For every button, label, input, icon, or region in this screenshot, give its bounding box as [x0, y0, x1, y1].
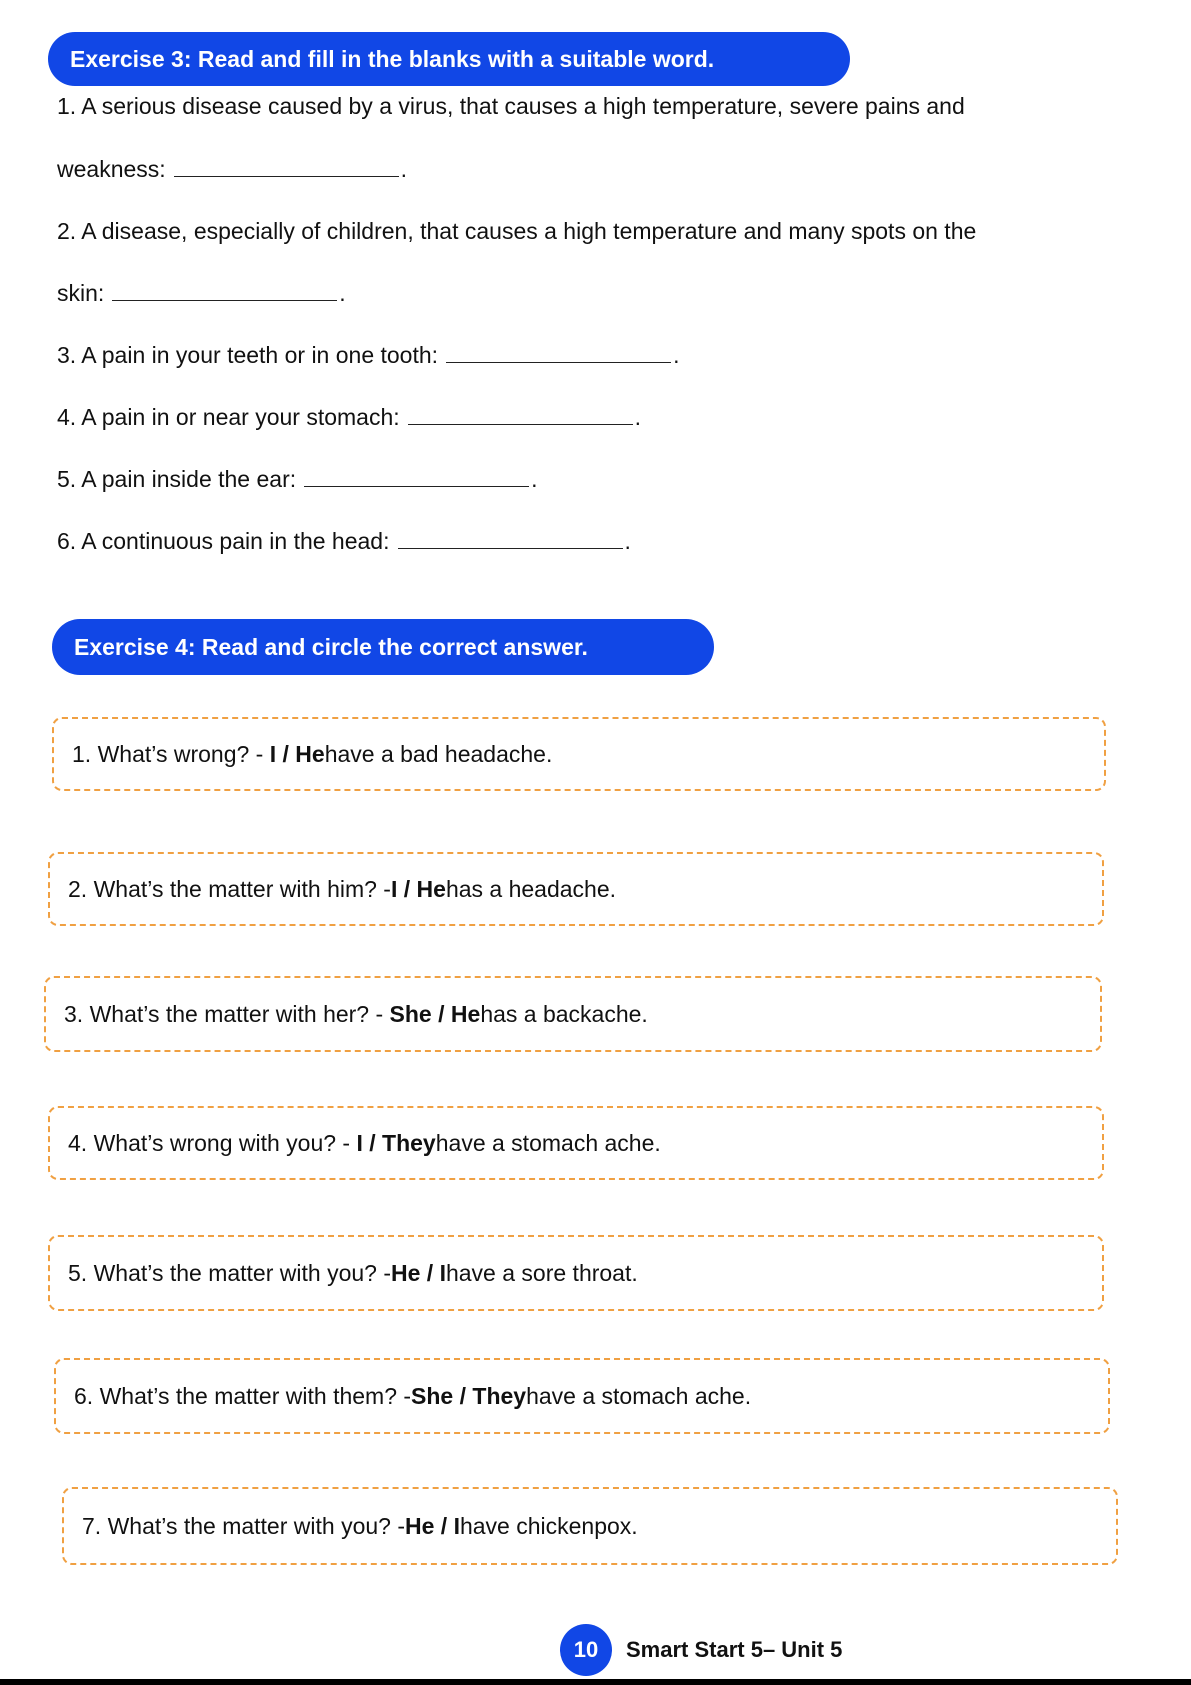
- ex3-item-label: 4. A pain in or near your stomach:: [57, 404, 400, 430]
- answer-blank[interactable]: [446, 340, 671, 363]
- ex4-item-5: [48, 1235, 1104, 1311]
- ex3-item-3: [57, 340, 679, 370]
- ex4-item-1: [52, 717, 1106, 791]
- ex4-item-2: [48, 852, 1104, 926]
- footer-label: Smart Start 5– Unit 5: [626, 1637, 843, 1662]
- period: .: [624, 528, 631, 554]
- question-rest: have a stomach ache.: [526, 1382, 752, 1409]
- ex4-item-4: [48, 1106, 1104, 1180]
- period: .: [634, 404, 642, 430]
- answer-options[interactable]: He / I: [391, 1259, 446, 1286]
- page-footer: [560, 1624, 842, 1676]
- question-text: 6. What’s the matter with them? -: [74, 1382, 412, 1409]
- ex3-item-label: skin:: [57, 280, 105, 306]
- period: .: [339, 280, 346, 306]
- page-number-badge: 10: [560, 1624, 612, 1676]
- period: .: [400, 156, 408, 182]
- ex3-item-label: 6. A continuous pain in the head:: [57, 528, 390, 554]
- question-rest: have a stomach ache.: [435, 1129, 661, 1156]
- question-rest: has a headache.: [445, 875, 617, 902]
- ex3-item-6: [57, 526, 631, 556]
- question-rest: have a sore throat.: [445, 1259, 638, 1286]
- period: .: [531, 466, 538, 492]
- ex3-item-2-line-2: [57, 278, 346, 308]
- question-text: 5. What’s the matter with you? -: [68, 1259, 391, 1286]
- bottom-edge-bar: [0, 1679, 1191, 1685]
- answer-blank[interactable]: [408, 402, 633, 425]
- question-rest: have chickenpox.: [459, 1512, 638, 1539]
- ex4-item-7: [62, 1487, 1118, 1565]
- answer-options[interactable]: I / He: [269, 740, 325, 767]
- question-rest: has a backache.: [480, 1000, 648, 1027]
- exercise-3-title: Exercise 3: Read and fill in the blanks with a suitable word.: [48, 32, 850, 86]
- ex3-item-4: [57, 402, 641, 432]
- exercise-4-title: Exercise 4: Read and circle the correct answer.: [52, 619, 714, 675]
- answer-options[interactable]: She / He: [389, 1000, 481, 1027]
- ex4-item-3: [44, 976, 1102, 1052]
- answer-options[interactable]: I / He: [390, 875, 446, 902]
- answer-options[interactable]: I / They: [356, 1129, 436, 1156]
- answer-options[interactable]: She / They: [411, 1382, 527, 1409]
- question-text: 4. What’s wrong with you? -: [68, 1129, 351, 1156]
- question-text: 7. What’s the matter with you? -: [82, 1512, 405, 1539]
- ex3-item-label: 3. A pain in your teeth or in one tooth:: [57, 342, 439, 368]
- answer-blank[interactable]: [398, 526, 623, 549]
- period: .: [673, 342, 680, 368]
- question-text: 2. What’s the matter with him? -: [68, 875, 391, 902]
- answer-blank[interactable]: [304, 464, 529, 487]
- answer-options[interactable]: He / I: [405, 1512, 460, 1539]
- ex3-item-2-line-1: 2. A disease, especially of children, that causes a high temperature and many spots on the: [57, 218, 977, 244]
- ex4-item-6: [54, 1358, 1110, 1434]
- ex3-item-5: [57, 464, 538, 494]
- question-text: 1. What’s wrong? -: [72, 740, 264, 767]
- question-text: 3. What’s the matter with her? -: [64, 1000, 384, 1027]
- ex3-item-label: weakness:: [57, 156, 166, 182]
- ex3-item-label: 5. A pain inside the ear:: [57, 466, 297, 492]
- answer-blank[interactable]: [174, 154, 399, 177]
- ex3-item-1-line-2: [57, 154, 407, 184]
- ex3-item-1-line-1: 1. A serious disease caused by a virus, that causes a high temperature, severe pains and: [57, 93, 965, 119]
- question-rest: have a bad headache.: [324, 740, 553, 767]
- answer-blank[interactable]: [112, 278, 337, 301]
